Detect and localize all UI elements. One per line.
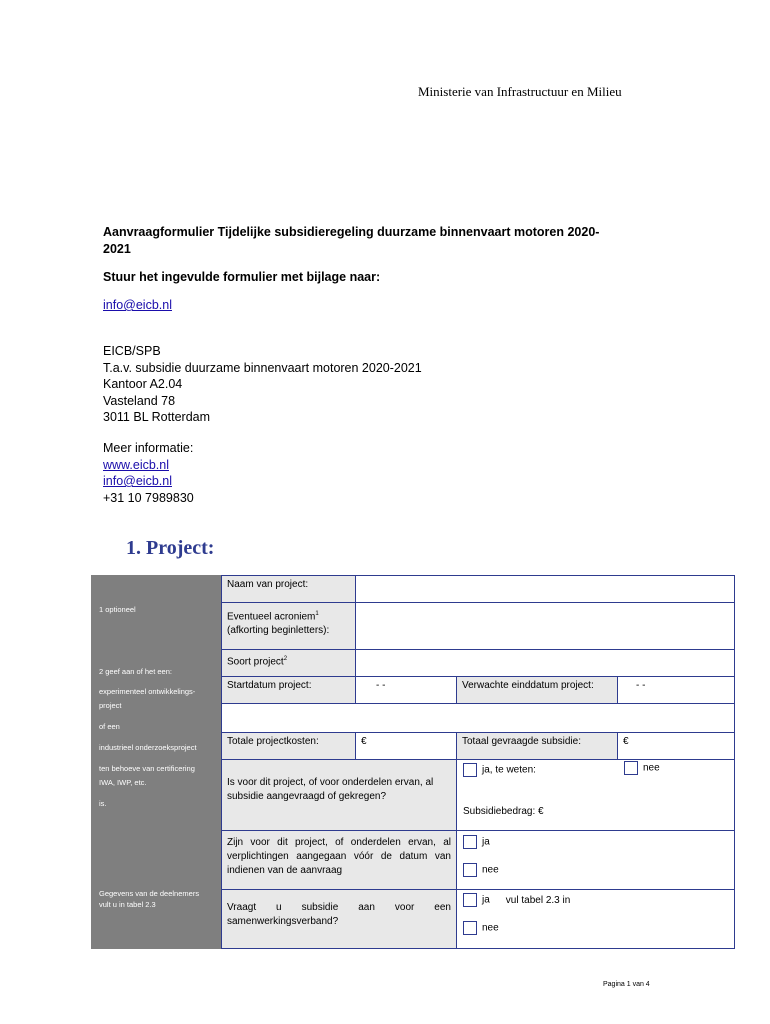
start-date-label: Startdatum project: (221, 676, 356, 704)
footnote-line: IWA, IWP, etc. (99, 778, 147, 787)
total-costs-label: Totale projectkosten: (221, 732, 356, 760)
project-type-label: Soort project$^2$ (221, 649, 356, 677)
ministry-header: Ministerie van Infrastructuur en Milieu (418, 84, 622, 99)
end-date-label: Verwachte einddatum project: (456, 676, 618, 704)
q1-no-option[interactable]: nee (624, 761, 660, 775)
address-line: EICB/SPB (103, 344, 161, 358)
total-subsidy-label: Totaal gevraagde subsidie: (456, 732, 618, 760)
section-title: 1. Project: (126, 537, 215, 559)
q3-no-option[interactable]: nee (463, 921, 499, 935)
q3-yes-option[interactable]: ja vul tabel 2.3 in (463, 893, 570, 907)
more-info-block (103, 440, 194, 506)
footnote-line: vult u in tabel 2.3 (99, 900, 156, 909)
address-line: Vasteland 78 (103, 393, 176, 408)
email-link-top[interactable]: info@eicb.nl (103, 298, 172, 312)
checkbox[interactable] (463, 921, 477, 935)
footnote-line: of een (99, 722, 120, 731)
address-block (103, 343, 422, 426)
footnote-1: 1 optioneel (99, 605, 136, 614)
form-sidebar (91, 575, 221, 949)
acronym-label: Eventueel acroniem$^1$ (afkorting beginletters): (221, 602, 356, 650)
address-line: 3011 BL Rotterdam (103, 410, 211, 424)
website-link[interactable]: www.eicb.nl (103, 457, 169, 472)
q2-yes-option[interactable]: ja (463, 835, 490, 849)
footnote-line: 2 geef aan of het een: (99, 667, 172, 676)
address-line: T.a.v. subsidie duurzame binnenvaart motoren 2020-2021 (103, 360, 422, 375)
checkbox[interactable] (463, 893, 477, 907)
footnote-3 (99, 887, 199, 912)
project-type-field[interactable] (355, 649, 735, 677)
project-name-label: Naam van project: (221, 575, 356, 603)
q1-label: Is voor dit project, of voor onderdelen ervan, al subsidie aangevraagd of gekregen? (221, 759, 457, 831)
q3-label: Vraagt u subsidie aan voor een samenwerkingsverband? (221, 889, 457, 949)
project-name-field[interactable] (355, 575, 735, 603)
q1-yes-option[interactable]: ja, te weten: (463, 763, 536, 777)
footnote-line: is. (99, 799, 107, 808)
total-costs-field[interactable]: € (355, 732, 457, 760)
footnote-line: experimenteel ontwikkelings- (99, 687, 196, 696)
footnote-line: ten behoeve van certificering (99, 764, 195, 773)
total-subsidy-field[interactable]: € (617, 732, 735, 760)
footnote-line: industrieel onderzoeksproject (99, 743, 197, 752)
checkbox[interactable] (463, 863, 477, 877)
form-title: Aanvraagformulier Tijdelijke subsidieregeling duurzame binnenvaart motoren 2020-2021 (103, 225, 600, 256)
address-line: Kantoor A2.04 (103, 377, 183, 391)
q2-options (456, 830, 735, 890)
footnote-line: Gegevens van de deelnemers (99, 889, 200, 898)
q3-yes-note: vul tabel 2.3 in (505, 894, 571, 906)
page-number: Pagina 1 van 4 (603, 981, 650, 988)
send-instruction: Stuur het ingevulde formulier met bijlage naar: (103, 270, 381, 284)
checkbox[interactable] (624, 761, 638, 775)
checkbox[interactable] (463, 763, 477, 777)
phone-number: +31 10 7989830 (103, 490, 194, 505)
q2-no-option[interactable]: nee (463, 863, 499, 877)
footnote-2 (99, 665, 221, 811)
footnote-line: project (99, 701, 122, 710)
acronym-field[interactable] (355, 602, 735, 650)
empty-row (221, 703, 735, 733)
email-link-bottom[interactable]: info@eicb.nl (103, 474, 172, 488)
start-date-field[interactable]: - - (355, 676, 457, 704)
checkbox[interactable] (463, 835, 477, 849)
more-info-label: Meer informatie: (103, 441, 194, 455)
end-date-field[interactable]: - - (617, 676, 735, 704)
q1-amount: Subsidiebedrag: € (463, 806, 544, 817)
q2-label: Zijn voor dit project, of onderdelen ervan, al verplichtingen aangegaan vóór de datum van indienen van de aanvraag (221, 830, 457, 890)
